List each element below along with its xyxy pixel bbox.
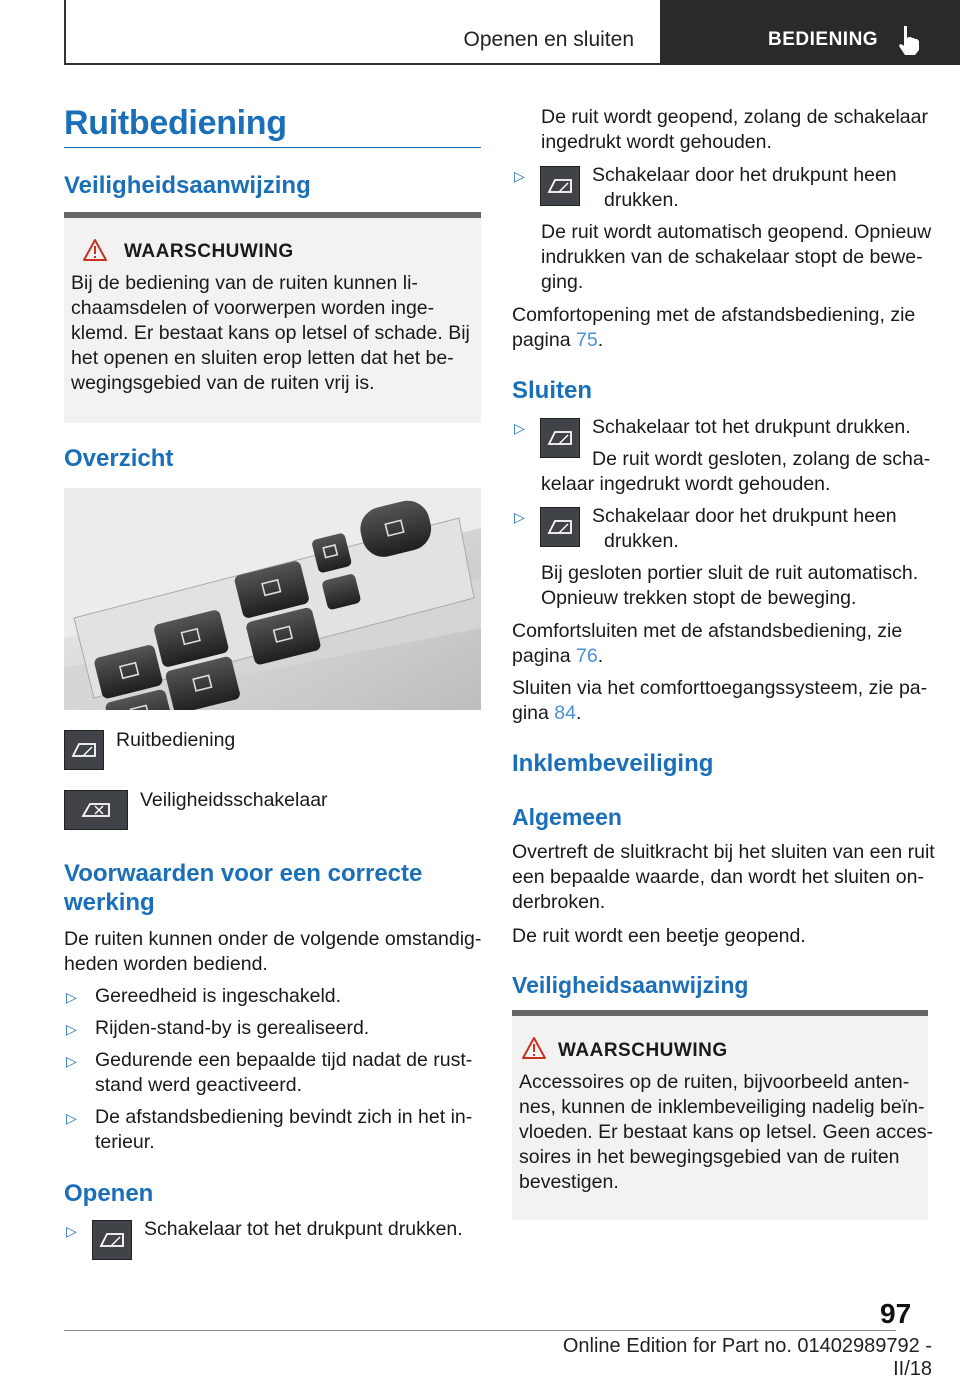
page-link[interactable]: 75 bbox=[575, 329, 598, 351]
page-word: pagina bbox=[512, 645, 571, 667]
paragraph-line: De ruit wordt een beetje geopend. bbox=[512, 925, 806, 947]
bullet-triangle-icon: ▷ bbox=[66, 1110, 77, 1126]
list-item: Gedurende een bepaalde tijd nadat de rust- bbox=[95, 1049, 473, 1071]
footer-rule bbox=[64, 1330, 896, 1331]
safety-heading: Veiligheidsaanwijzing bbox=[512, 972, 749, 998]
paragraph-line: De ruit wordt gesloten, zolang de scha- bbox=[592, 448, 931, 470]
window-switch-icon bbox=[540, 166, 580, 206]
paragraph-line: De ruiten kunnen onder de volgende omstandig- bbox=[64, 928, 482, 950]
list-item: Rijden-stand-by is gerealiseerd. bbox=[95, 1017, 370, 1039]
paragraph-line: Overtreft de sluitkracht bij het sluiten van een ruit bbox=[512, 841, 935, 863]
page-reference: gina 84. bbox=[512, 702, 582, 724]
legend-label: Ruitbediening bbox=[116, 729, 236, 751]
warning-triangle-icon bbox=[521, 1036, 547, 1060]
page-link[interactable]: 84 bbox=[554, 702, 576, 724]
pointing-hand-icon bbox=[895, 24, 923, 56]
list-item: stand werd geactiveerd. bbox=[95, 1074, 303, 1096]
edition-text: Online Edition for Part no. 01402989792 - II/18 bbox=[562, 1335, 932, 1380]
warning-title: WAARSCHUWING bbox=[558, 1040, 728, 1061]
paragraph-line: De ruit wordt automatisch geopend. Opnieuw bbox=[541, 221, 932, 243]
warning-line: het openen en sluiten erop letten dat het be- bbox=[71, 347, 454, 369]
warning-line: bevestigen. bbox=[519, 1171, 619, 1193]
warning-triangle-icon bbox=[82, 238, 108, 262]
list-item: Schakelaar tot het drukpunt drukken. bbox=[144, 1218, 463, 1240]
overview-heading: Overzicht bbox=[64, 445, 174, 472]
paragraph-line: indrukken van de schakelaar stopt de bewe- bbox=[541, 246, 923, 268]
paragraph-line: een bepaalde waarde, dan wordt het sluiten on- bbox=[512, 866, 924, 888]
title-rule bbox=[64, 147, 481, 148]
window-switch-icon bbox=[540, 418, 580, 458]
open-heading: Openen bbox=[64, 1180, 154, 1207]
warning-line: Accessoires op de ruiten, bijvoorbeeld anten- bbox=[519, 1071, 910, 1093]
header-underline bbox=[64, 63, 660, 65]
page-word: gina bbox=[512, 702, 549, 724]
conditions-heading: Voorwaarden voor een correcte bbox=[64, 860, 423, 887]
paragraph-line: Comfortsluiten met de afstandsbediening, zie bbox=[512, 620, 903, 642]
paragraph-line: Sluiten via het comforttoegangssysteem, zie pa- bbox=[512, 677, 928, 699]
paragraph-line: heden worden bediend. bbox=[64, 953, 268, 975]
bullet-triangle-icon: ▷ bbox=[66, 989, 77, 1005]
paragraph-line: Bij gesloten portier sluit de ruit automatisch. bbox=[541, 562, 919, 584]
warning-line: nes, kunnen de inklembeveiliging nadelig beïn- bbox=[519, 1096, 925, 1118]
warning-line: klemd. Er bestaat kans op letsel of schade. Bij bbox=[71, 322, 470, 344]
warning-line: vloeden. Er bestaat kans op letsel. Geen acces- bbox=[519, 1121, 934, 1143]
list-item: terieur. bbox=[95, 1131, 155, 1153]
bullet-triangle-icon: ▷ bbox=[66, 1021, 77, 1037]
page-word: pagina bbox=[512, 329, 571, 351]
header-divider bbox=[64, 0, 66, 64]
page-title: Ruitbediening bbox=[64, 104, 287, 142]
chapter-title: Openen en sluiten bbox=[463, 28, 634, 51]
bullet-triangle-icon: ▷ bbox=[514, 168, 525, 184]
window-switch-icon bbox=[540, 507, 580, 547]
list-item: Schakelaar tot het drukpunt drukken. bbox=[592, 416, 911, 438]
warning-line: Bij de bediening van de ruiten kunnen li- bbox=[71, 272, 418, 294]
paragraph-line: Opnieuw trekken stopt de beweging. bbox=[541, 587, 857, 609]
paragraph-line: Comfortopening met de afstandsbediening, zie bbox=[512, 304, 916, 326]
bullet-triangle-icon: ▷ bbox=[514, 420, 525, 436]
legend-label: Veiligheidsschakelaar bbox=[140, 789, 328, 811]
general-heading: Algemeen bbox=[512, 804, 622, 830]
window-switch-icon bbox=[64, 730, 104, 770]
list-item: drukken. bbox=[604, 530, 679, 552]
paragraph-line: derbroken. bbox=[512, 891, 606, 913]
warning-title: WAARSCHUWING bbox=[124, 241, 294, 262]
page-reference: pagina 76. bbox=[512, 645, 604, 667]
page-reference: pagina 75. bbox=[512, 329, 604, 351]
safety-switch-icon bbox=[64, 790, 128, 830]
bullet-triangle-icon: ▷ bbox=[66, 1053, 77, 1069]
list-item: Schakelaar door het drukpunt heen bbox=[592, 505, 897, 527]
page-link[interactable]: 76 bbox=[575, 645, 598, 667]
window-switch-icon bbox=[92, 1220, 132, 1260]
list-item: Schakelaar door het drukpunt heen bbox=[592, 164, 897, 186]
section-label: BEDIENING bbox=[768, 29, 879, 50]
list-item: Gereedheid is ingeschakeld. bbox=[95, 985, 342, 1007]
paragraph-line: ging. bbox=[541, 271, 584, 293]
warning-line: soires in het bewegingsgebied van de ruiten bbox=[519, 1146, 900, 1168]
paragraph-line: ingedrukt wordt gehouden. bbox=[541, 131, 772, 153]
list-item: De afstandsbediening bevindt zich in het in- bbox=[95, 1106, 473, 1128]
safety-heading: Veiligheidsaanwijzing bbox=[64, 172, 311, 199]
page-number: 97 bbox=[880, 1298, 912, 1329]
window-switch-photo bbox=[64, 488, 481, 710]
conditions-heading: werking bbox=[64, 889, 155, 916]
pinch-heading: Inklembeveiliging bbox=[512, 750, 714, 777]
warning-line: chaamsdelen of voorwerpen worden inge- bbox=[71, 297, 435, 319]
bullet-triangle-icon: ▷ bbox=[66, 1223, 77, 1239]
warning-line: wegingsgebied van de ruiten vrij is. bbox=[71, 372, 375, 394]
list-item: drukken. bbox=[604, 189, 679, 211]
paragraph-line: kelaar ingedrukt wordt gehouden. bbox=[541, 473, 831, 495]
paragraph-line: De ruit wordt geopend, zolang de schakelaar bbox=[541, 106, 928, 128]
bullet-triangle-icon: ▷ bbox=[514, 509, 525, 525]
close-heading: Sluiten bbox=[512, 377, 593, 404]
